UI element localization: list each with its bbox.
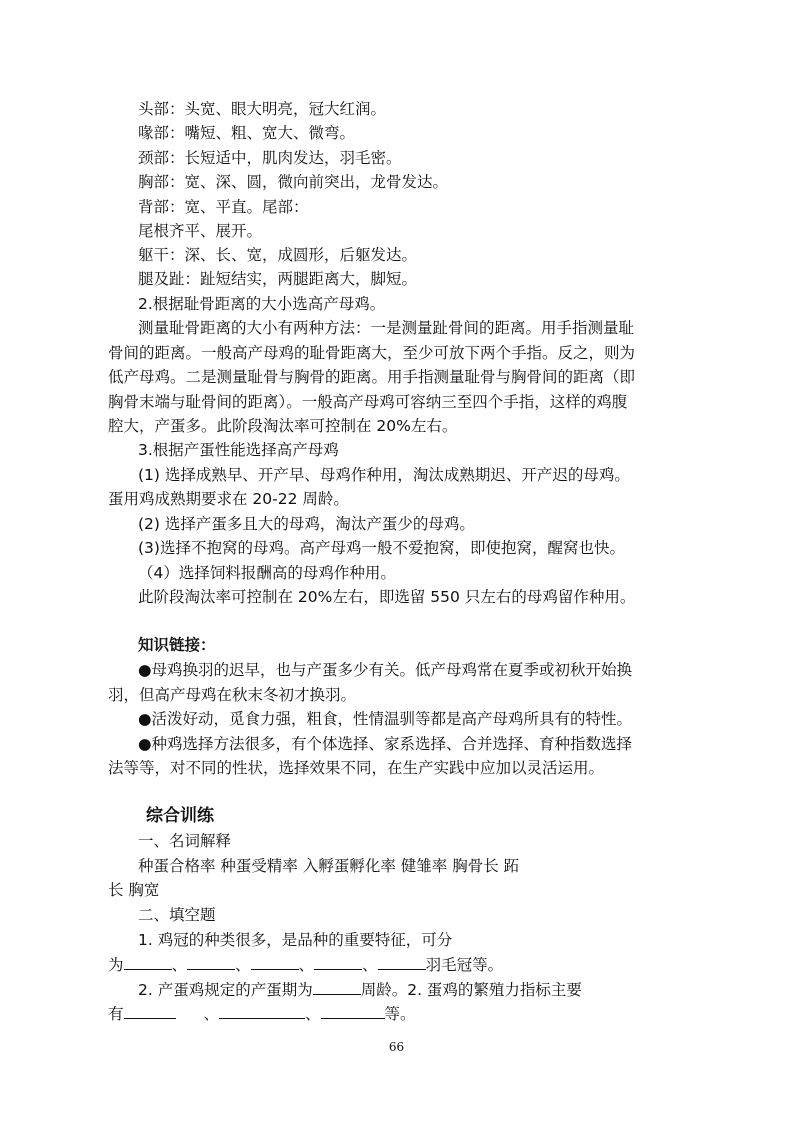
list-item: (1) 选择成熟早、开产早、母鸡作种用，淘汰成熟期迟、开产迟的母鸡。 (138, 466, 630, 484)
answer-blank[interactable] (314, 954, 362, 970)
list-item: (3)选择不抱窝的母鸡。高产母鸡一般不爱抱窝，即使抱窝，醒窝也快。 (138, 539, 625, 557)
list-item-cont: 蛋用鸡成熟期要求在 20-22 周龄。 (108, 490, 349, 508)
text-line-chest: 胸部：宽、深、圆，微向前突出，龙骨发达。 (138, 173, 449, 191)
text-line-tail: 尾根齐平、展开。 (138, 222, 263, 240)
terms-line-cont: 长 胸宽 (108, 881, 160, 899)
training-heading: 综合训练 (146, 806, 214, 826)
answer-blank[interactable] (251, 954, 299, 970)
answer-blank[interactable] (313, 979, 361, 995)
section-heading-2: 2.根据耻骨距离的大小选高产母鸡。 (138, 295, 386, 313)
subheading-fill: 二、填空题 (138, 906, 216, 924)
page-number: 66 (388, 1040, 405, 1054)
question-1-blanks: 为 、 、 、 、 羽毛冠等。 (108, 956, 504, 974)
question-2: 2. 产蛋鸡规定的产蛋期为 周龄。2. 蛋鸡的繁殖力指标主要 (138, 981, 582, 999)
paragraph-line: 测量耻骨距离的大小有两种方法：一是测量趾骨间的距离。用手指测量耻 (138, 319, 635, 337)
bullet-item: ●母鸡换羽的迟早，也与产蛋多少有关。低产母鸡常在夏季或初秋开始换 (138, 661, 633, 679)
text-line-head: 头部：头宽、眼大明亮，冠大红润。 (138, 100, 387, 118)
paragraph-line: 骨间的距离。一般高产母鸡的耻骨距离大，至少可放下两个手指。反之，则为 (108, 344, 636, 362)
text-line-beak: 喙部：嘴短、粗、宽大、微弯。 (138, 124, 356, 142)
text-line-neck: 颈部：长短适中，肌肉发达，羽毛密。 (138, 149, 402, 167)
section-heading-3: 3.根据产蛋性能选择高产母鸡 (138, 441, 339, 459)
terms-line: 种蛋合格率 种蛋受精率 入孵蛋孵化率 健雏率 胸骨长 跖 (138, 857, 520, 875)
text-line-back: 背部：宽、平直。尾部： (138, 198, 309, 216)
question-1: 1. 鸡冠的种类很多，是品种的重要特征，可分 (138, 931, 453, 949)
list-item: （4）选择饲料报酬高的母鸡作种用。 (138, 564, 396, 582)
answer-blank[interactable] (219, 1003, 305, 1019)
question-2-blanks: 有 、 、 等。 (108, 1005, 416, 1023)
paragraph-line: 胸骨末端与耻骨间的距离）。一般高产母鸡可容纳三至四个手指，这样的鸡腹 (108, 393, 628, 411)
paragraph-line: 此阶段淘汰率可控制在 20%左右，即选留 550 只左右的母鸡留作种用。 (138, 588, 636, 606)
list-item: (2) 选择产蛋多且大的母鸡，淘汰产蛋少的母鸡。 (138, 515, 475, 533)
bullet-item: ●种鸡选择方法很多，有个体选择、家系选择、合并选择、育种指数选择 (138, 735, 633, 753)
paragraph-line: 低产母鸡。二是测量耻骨与胸骨的距离。用手指测量耻骨与胸骨间的距离（即 (108, 368, 636, 386)
answer-blank[interactable] (124, 954, 172, 970)
knowledge-link-heading: 知识链接： (138, 636, 216, 654)
answer-blank[interactable] (124, 1003, 176, 1019)
answer-blank[interactable] (321, 1003, 385, 1019)
answer-blank[interactable] (187, 954, 235, 970)
bullet-item: ●活泼好动，觅食力强，粗食，性情温驯等都是高产母鸡所具有的特性。 (138, 710, 633, 728)
bullet-item-cont: 法等等，对不同的性状，选择效果不同，在生产实践中应加以灵活运用。 (108, 759, 605, 777)
bullet-item-cont: 羽，但高产母鸡在秋末冬初才换羽。 (108, 686, 357, 704)
text-line-torso: 躯干：深、长、宽，成圆形，后躯发达。 (138, 246, 418, 264)
subheading-terms: 一、名词解释 (138, 832, 232, 850)
answer-blank[interactable] (378, 954, 426, 970)
paragraph-line: 腔大，产蛋多。此阶段淘汰率可控制在 20%左右。 (108, 417, 458, 435)
text-line-legs: 腿及趾：趾短结实，两腿距离大，脚短。 (138, 270, 418, 288)
